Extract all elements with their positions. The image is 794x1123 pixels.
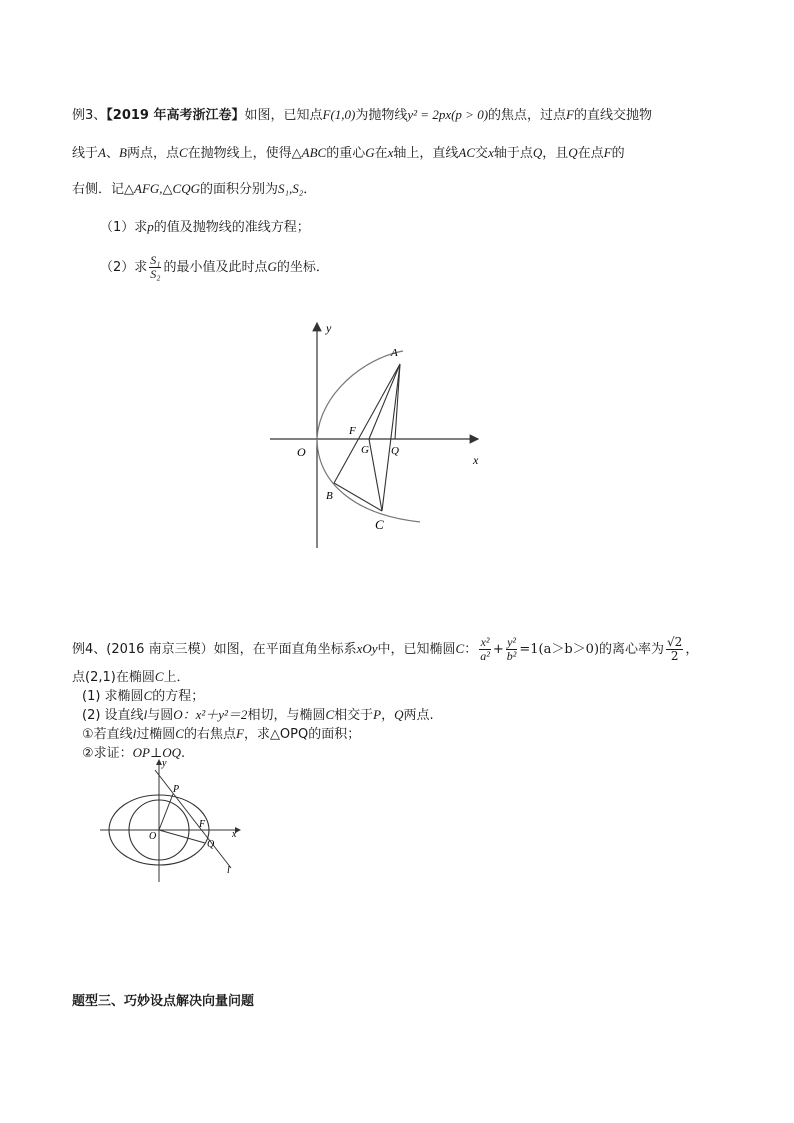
example-label: 例4、: [72, 642, 107, 657]
fraction-y2-b2: $\frac{\text{y²}}{\text{b²}}$: [506, 635, 517, 663]
example-source: (2016 南京三模）: [106, 642, 214, 657]
segment-oq: [159, 830, 205, 843]
label-l: l: [227, 865, 230, 876]
label-x: x: [232, 829, 237, 840]
ellipse-figure: [95, 756, 255, 886]
areas-s1-s2: S₁,S₂: [278, 181, 304, 196]
example4-line1: 例4、(2016 南京三模）如图，在平面直角坐标系xOy中，已知椭圆C： $\frac{\text{x²}}{\text{a²}}$ + $\frac{\text{y²}}{\text{b²}}$ =1(a＞b＞0)的离心率为 $\frac{√2}{2}$ ，: [72, 635, 699, 663]
tangent-line-l: [155, 770, 231, 868]
label-o: O: [297, 445, 306, 459]
example-source: 【2019 年高考浙江卷】: [106, 108, 245, 123]
segment-op: [159, 794, 173, 830]
label-y: y: [326, 321, 332, 335]
example3-question1: （1）求p的值及抛物线的准线方程；: [100, 219, 310, 235]
example3-line3: 右侧．记△AFG,△CQG的面积分别为S₁,S₂．: [72, 181, 317, 197]
label-o: O: [149, 831, 157, 842]
label-a: A: [391, 347, 398, 359]
fraction-x2-a2: $\frac{\text{x²}}{\text{a²}}$: [480, 635, 490, 663]
parabola-figure: [265, 318, 490, 553]
label-q: Q: [391, 445, 399, 457]
parabola-equation: y² = 2px(p > 0): [407, 107, 489, 122]
label-f: F: [199, 819, 206, 830]
label-x: x: [473, 453, 479, 467]
label-g: G: [361, 444, 369, 456]
example4-question2: (2) 设直线l与圆O：x²＋y²＝2相切，与椭圆C相交于P，Q两点.: [82, 707, 434, 723]
label-f: F: [349, 425, 356, 437]
triangle-lines: [334, 364, 400, 511]
label-q: Q: [207, 839, 215, 850]
label-c: C: [375, 517, 384, 532]
example3-line2: 线于A、B两点，点C在抛物线上，使得△ABC的重心G在x轴上，直线AC交x轴于点Q，且Q在点F的: [72, 145, 625, 161]
point-f: F(1,0): [322, 107, 356, 122]
example4-sub1: ①若直线l过椭圆C的右焦点F，求△OPQ的面积；: [82, 726, 361, 742]
example3-line1: 例3、【2019 年高考浙江卷】如图，已知点F(1,0)为抛物线y² = 2px(p > 0)的焦点，过点F的直线交抛物: [72, 107, 653, 123]
label-b: B: [326, 490, 333, 502]
fraction-s1-over-s2: $\frac{\text{S₁}}{\text{S₂}}$: [150, 253, 161, 281]
example4-question1: (1) 求椭圆C的方程；: [82, 688, 205, 704]
example4-sub2: ②求证：OP⊥OQ.: [82, 745, 186, 761]
section-heading: 题型三、巧妙设点解决向量问题: [72, 994, 255, 1009]
example4-line2: 点(2,1)在椭圆C上．: [72, 669, 190, 685]
triangle-abc: △ABC: [291, 145, 327, 160]
label-p: P: [173, 784, 180, 795]
label-y: y: [162, 758, 167, 769]
perpendicular-statement: OP⊥OQ: [132, 745, 181, 760]
example3-question2: （2）求 $\frac{\text{S₁}}{\text{S₂}}$ 的最小值及此时点G的坐标．: [100, 253, 329, 281]
example-label: 例3、: [72, 108, 107, 123]
fraction-sqrt2-2: $\frac{√2}{2}$: [667, 635, 683, 663]
triangles-afg-cqg: △AFG,△CQG: [124, 181, 200, 196]
